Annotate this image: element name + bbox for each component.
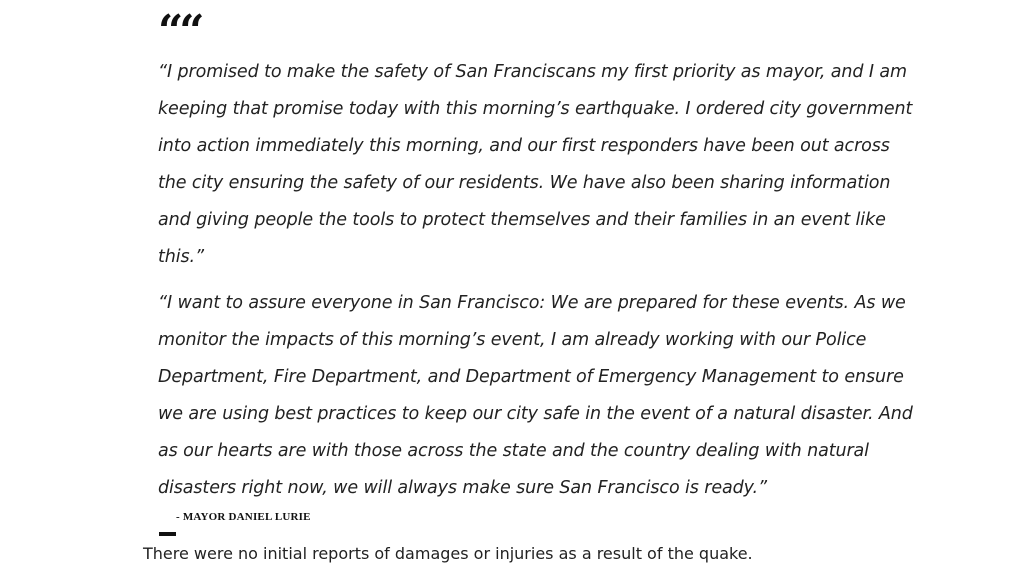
quote-divider: [159, 532, 176, 536]
quote-paragraph-1: “I promised to make the safety of San Franciscans my first priority as mayor, and I am keeping that promise today with this morning’s earthquake. I ordered city government into action immediately this morning, and our first responders have been out across the city ensuring the safety of our residents. We have also been sharing information and giving people the tools to protect themselves and their families in an event like this.”: [158, 62, 913, 267]
pull-quote: [158, 6, 918, 507]
article-body-paragraph: There were no initial reports of damages or injuries as a result of the quake.: [143, 544, 753, 563]
quote-attribution: - MAYOR DANIEL LURIE: [176, 511, 311, 523]
quote-open-icon: ““: [158, 6, 201, 57]
quote-paragraph-2: “I want to assure everyone in San Francisco: We are prepared for these events. As we monitor the impacts of this morning’s event, I am already working with our Police Department, Fire Department, and Department of Emergency Management to ensure we are using best practices to keep our city safe in the event of a natural disaster. And as our hearts are with those across the state and the country dealing with natural disasters right now, we will always make sure San Francisco is ready.”: [158, 293, 913, 498]
